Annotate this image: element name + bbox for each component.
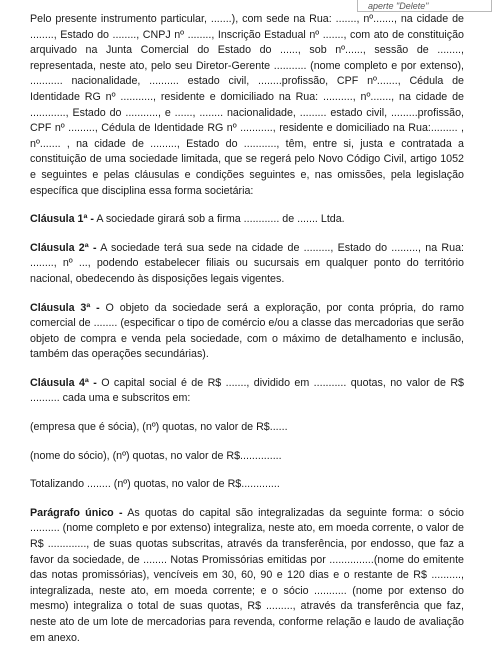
shareholder-partner-text: (nome do sócio), (nº) quotas, no valor de R$.............. — [30, 449, 282, 462]
clause-4-paragraph — [30, 376, 464, 407]
delete-hint-label: aperte "Delete" — [357, 0, 492, 12]
clause-1-paragraph — [30, 212, 464, 228]
clause-3-paragraph — [30, 301, 464, 363]
shareholder-company-line — [30, 420, 464, 436]
clause-2-paragraph — [30, 241, 464, 288]
sole-paragraph-heading: Parágrafo único - — [30, 506, 123, 519]
clause-3-text: O objeto da sociedade será a exploração, por conta própria, do ramo comercial de ........ (especificar o tipo de comércio e/ou a classe das mercadorias que serão objeto de compra e venda pela sociedade, com o máximo de detalhamento e inclusão, também das operações secundárias). — [30, 301, 464, 361]
shareholder-company-text: (empresa que é sócia), (nº) quotas, no valor de R$...... — [30, 421, 288, 434]
clause-2-text: A sociedade terá sua sede na cidade de ........., Estado do ........., na Rua: ........, nº ..., podendo estabelecer filiais ou sucursais em qualquer ponto do território nacional, obedecendo às disposições legais vigentes. — [30, 241, 464, 285]
contract-document — [30, 12, 464, 659]
clause-2-heading: Cláusula 2ª - — [30, 241, 97, 254]
shareholder-partner-line — [30, 449, 464, 465]
total-quotas-text: Totalizando ........ (nº) quotas, no valor de R$............. — [30, 478, 280, 491]
preamble-paragraph — [30, 12, 464, 199]
clause-4-heading: Cláusula 4ª - — [30, 376, 97, 389]
clause-1-text: A sociedade girará sob a firma ............ de ....... Ltda. — [93, 213, 345, 226]
total-quotas-line — [30, 477, 464, 493]
clause-1-heading: Cláusula 1ª - — [30, 213, 94, 226]
clause-4-text: O capital social é de R$ ......., dividido em ........... quotas, no valor de R$ .......... cada uma e subscritos em: — [30, 376, 464, 405]
sole-paragraph — [30, 506, 464, 646]
paragraph-text: Pelo presente instrumento particular, .......), com sede na Rua: ......., nº......., na cidade de ........, Estado do ........, CNPJ nº ........, Inscrição Estadual nº ......., com ato de constituição arquivado na Junta Comercial do Estado do ......, sob nº......, sessão de ........, representada, neste ato, pelo seu Diretor-Gerente ........... (nome completo e por extenso), ........... nacionalidade, .......... estado civil, ........profissão, CPF nº......., Cédula de Identidade RG nº ..........., residente e domiciliado na Rua: .........., nº......., na cidade de ............, Estado do ..........., e ......, ........ nacionalidade, ......... estado civil, .........profissão, CPF nº ........., Cédula de Identidade RG nº ..........., residente e domiciliado na Rua:......... , nº....... , na cidade de ........., Estado do ..........., têm, entre si, justa e contratada a constituição de uma sociedade limitada, que se regerá pelo Novo Código Civil, artigo 1052 e seguintes e pelas cláusulas e condições seguintes e, nas omissões, pela legislação específica que disciplina essa forma societária: — [30, 13, 464, 197]
clause-3-heading: Cláusula 3ª - — [30, 301, 100, 314]
sole-paragraph-text: As quotas do capital são integralizadas da seguinte forma: o sócio .......... (nome completo e por extenso) integraliza, neste ato, em moeda corrente, o valor de R$ ............., de suas quotas subscritas, através da transferência, por endosso, que faz a favor da sociedade, de ........ Notas Promissórias emitidas por ...............(nome do emitente das notas promissórias), vencíveis em 30, 60, 90 e 120 dias e o restante de R$ .........., integralizada, neste ato, em moeda corrente; e o sócio ........... (nome por extenso do mesmo) integraliza o total de suas quotas, R$ ........., através da transferência que faz, neste ato de um lote de mercadorias para revenda, conforme relação e laudo de avaliação em anexo. — [30, 506, 464, 644]
